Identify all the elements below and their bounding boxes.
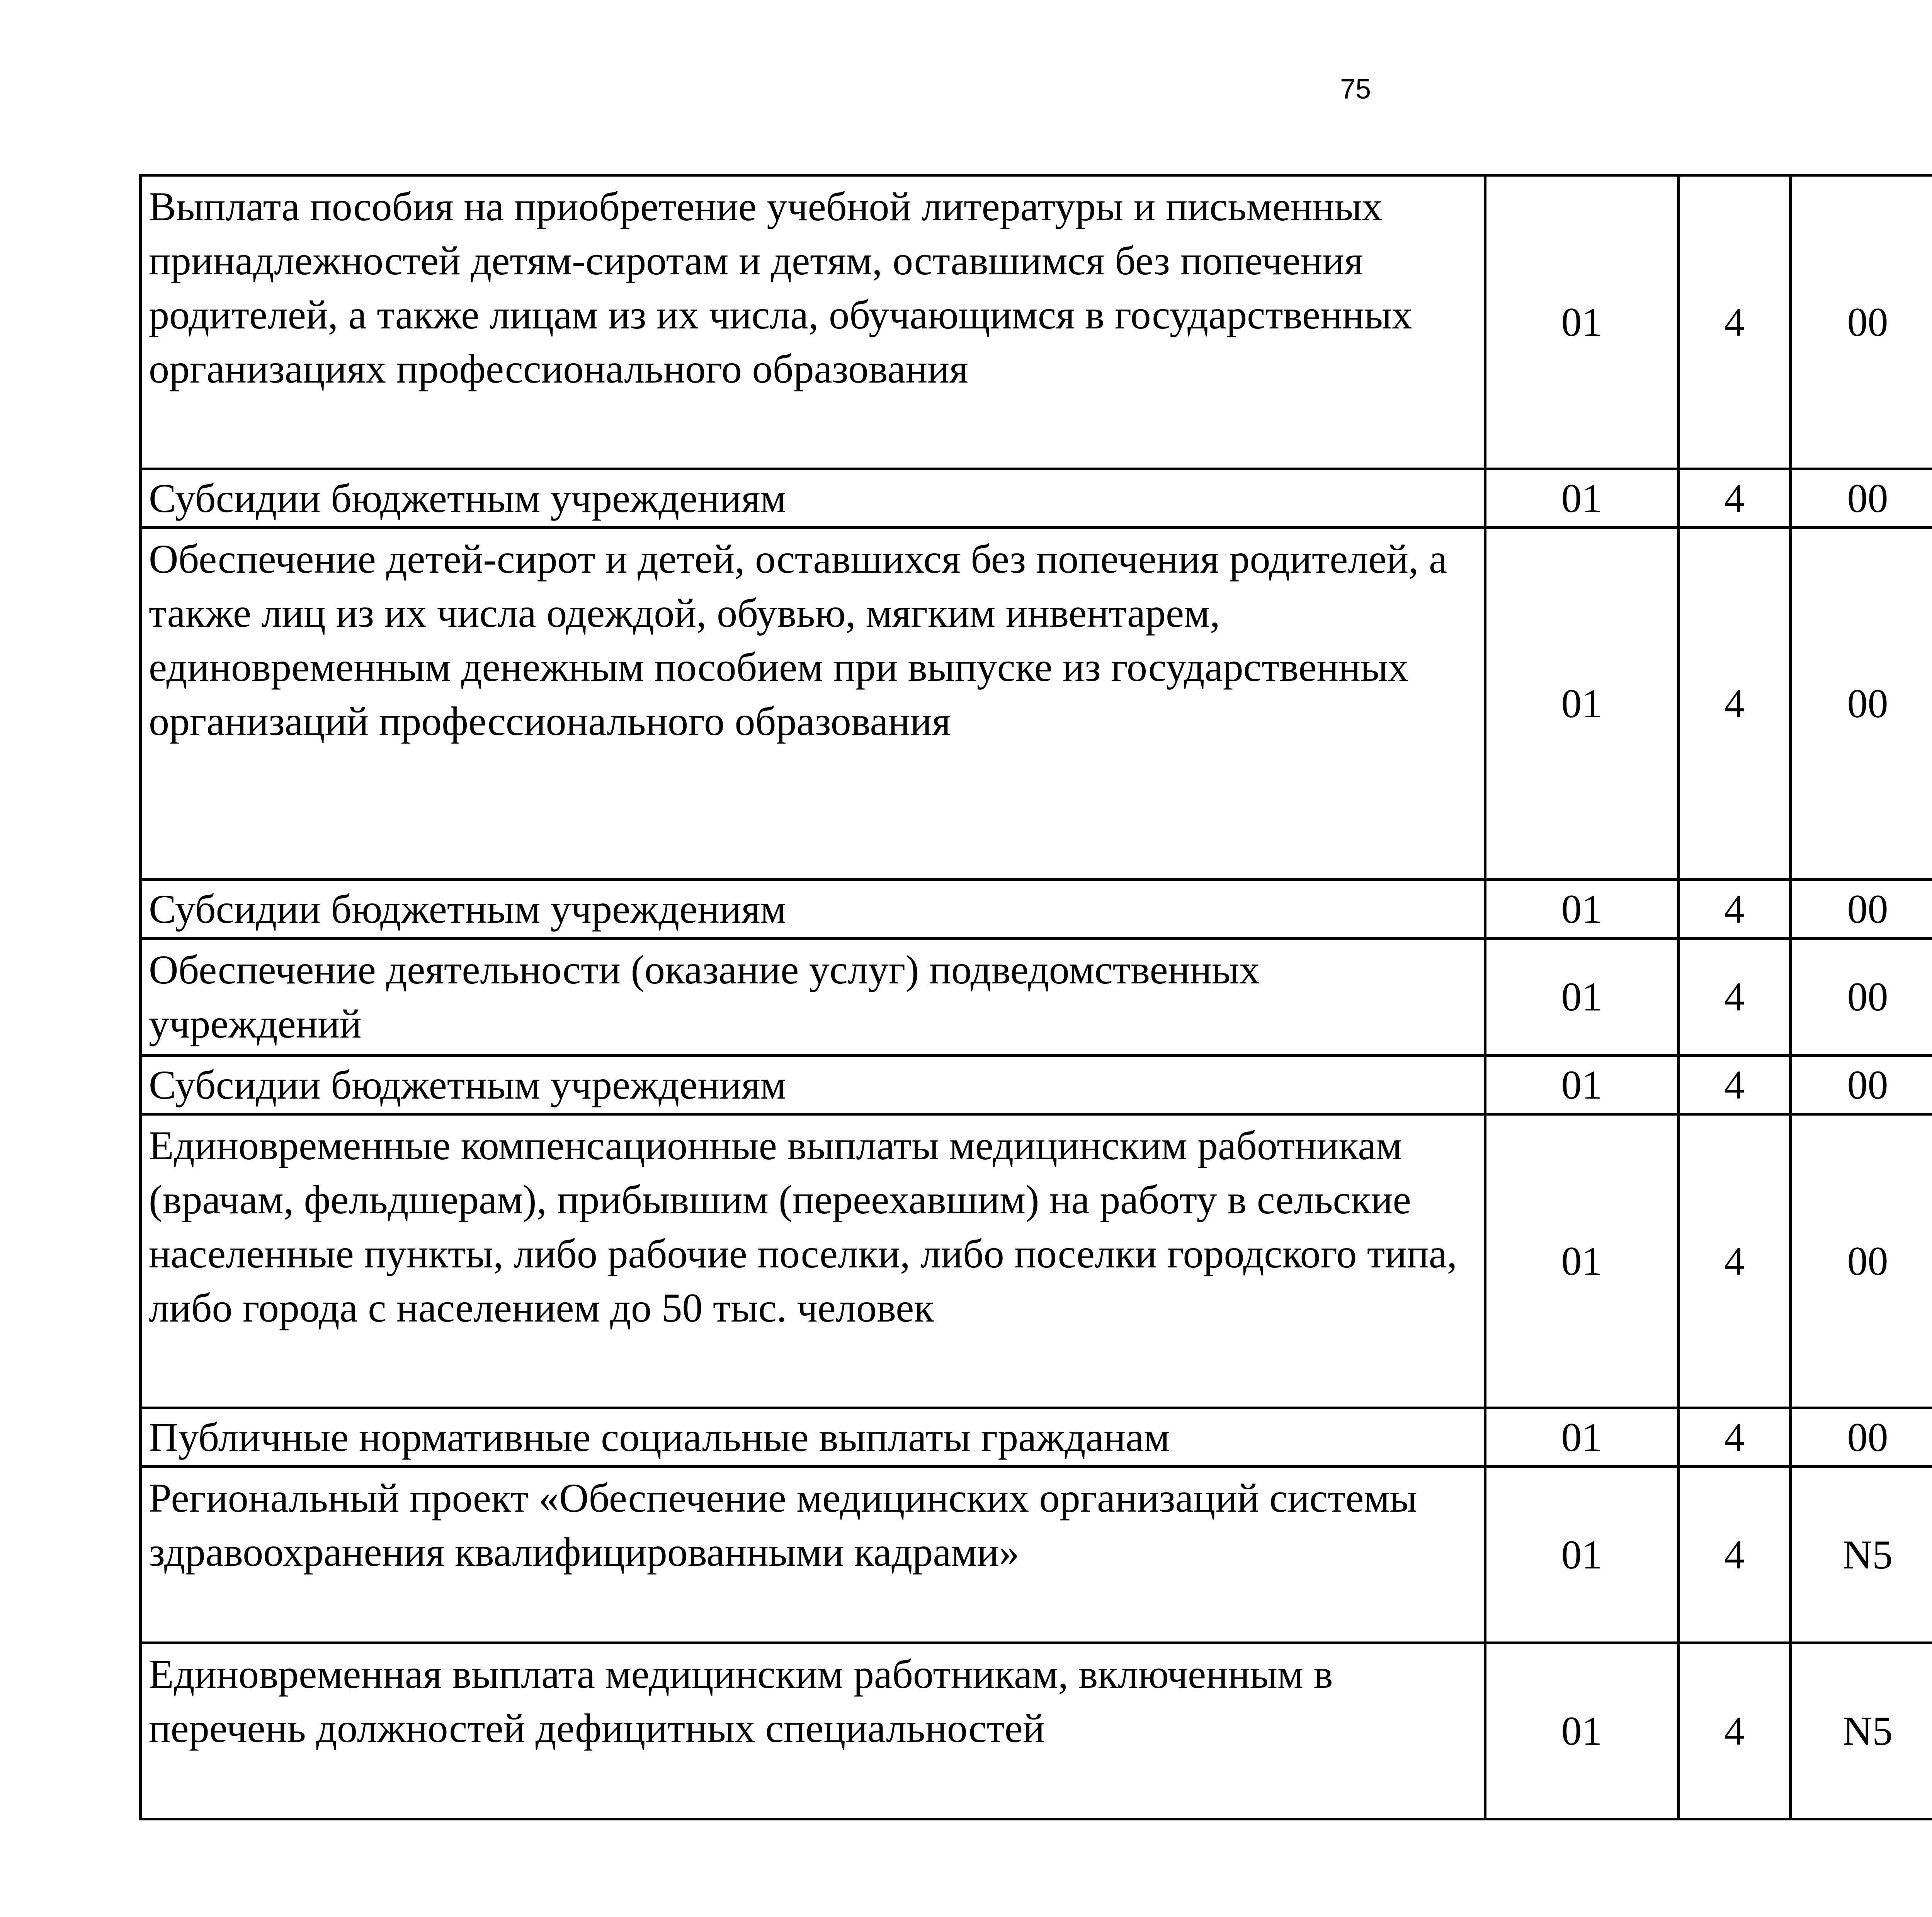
subprogram-code: 00 [1791, 1056, 1932, 1114]
row-description: Обеспечение деятельности (оказание услуг) подведомственных учреждений [141, 939, 1485, 1056]
subprogram-code: 00 [1791, 469, 1932, 528]
row-description: Субсидии бюджетным учреждениям [141, 469, 1485, 528]
row-description: Обеспечение детей-сирот и детей, оставшихся без попечения родителей, а также лиц из их числа одеждой, обувью, мягким инвентарем, единовременным денежным пособием при выпуске из государственных организаций профессионального образования [141, 528, 1485, 880]
row-description: Единовременная выплата медицинским работникам, включенным в перечень должностей дефицитных специальностей [141, 1643, 1485, 1819]
budget-table [139, 174, 1932, 1820]
subprogram-code: N5 [1791, 1643, 1932, 1819]
row-description: Публичные нормативные социальные выплаты гражданам [141, 1408, 1485, 1467]
subprogram-code: 00 [1791, 939, 1932, 1056]
subprogram-code: 00 [1791, 1408, 1932, 1467]
table-row [141, 469, 1932, 528]
subprogram-code: 00 [1791, 175, 1932, 469]
table-row [141, 528, 1932, 880]
section-code: 01 [1485, 1643, 1679, 1819]
program-code: 4 [1679, 1643, 1791, 1819]
section-code: 01 [1485, 880, 1679, 939]
table-row [141, 1056, 1932, 1114]
table-row [141, 1467, 1932, 1643]
section-code: 01 [1485, 1467, 1679, 1643]
program-code: 4 [1679, 1056, 1791, 1114]
program-code: 4 [1679, 1114, 1791, 1408]
section-code: 01 [1485, 1056, 1679, 1114]
program-code: 4 [1679, 469, 1791, 528]
program-code: 4 [1679, 175, 1791, 469]
table-row [141, 1643, 1932, 1819]
row-description: Выплата пособия на приобретение учебной литературы и письменных принадлежностей детям-сиротам и детям, оставшимся без попечения родителей, а также лицам из их числа, обучающимся в государственных организациях профессионального образования [141, 175, 1485, 469]
subprogram-code: 00 [1791, 1114, 1932, 1408]
subprogram-code: 00 [1791, 528, 1932, 880]
table-row [141, 175, 1932, 469]
program-code: 4 [1679, 528, 1791, 880]
program-code: 4 [1679, 880, 1791, 939]
page-number: 75 [1340, 74, 1371, 105]
program-code: 4 [1679, 1467, 1791, 1643]
section-code: 01 [1485, 175, 1679, 469]
program-code: 4 [1679, 1408, 1791, 1467]
table-row [141, 880, 1932, 939]
row-description: Субсидии бюджетным учреждениям [141, 880, 1485, 939]
table-row [141, 939, 1932, 1056]
subprogram-code: N5 [1791, 1467, 1932, 1643]
section-code: 01 [1485, 1408, 1679, 1467]
subprogram-code: 00 [1791, 880, 1932, 939]
row-description: Региональный проект «Обеспечение медицинских организаций системы здравоохранения квалифицированными кадрами» [141, 1467, 1485, 1643]
row-description: Единовременные компенсационные выплаты медицинским работникам (врачам, фельдшерам), прибывшим (переехавшим) на работу в сельские населенные пункты, либо рабочие поселки, либо поселки городского типа, либо города с населением до 50 тыс. человек [141, 1114, 1485, 1408]
program-code: 4 [1679, 939, 1791, 1056]
section-code: 01 [1485, 528, 1679, 880]
table-row [141, 1408, 1932, 1467]
row-description: Субсидии бюджетным учреждениям [141, 1056, 1485, 1114]
section-code: 01 [1485, 469, 1679, 528]
table-row [141, 1114, 1932, 1408]
section-code: 01 [1485, 1114, 1679, 1408]
section-code: 01 [1485, 939, 1679, 1056]
